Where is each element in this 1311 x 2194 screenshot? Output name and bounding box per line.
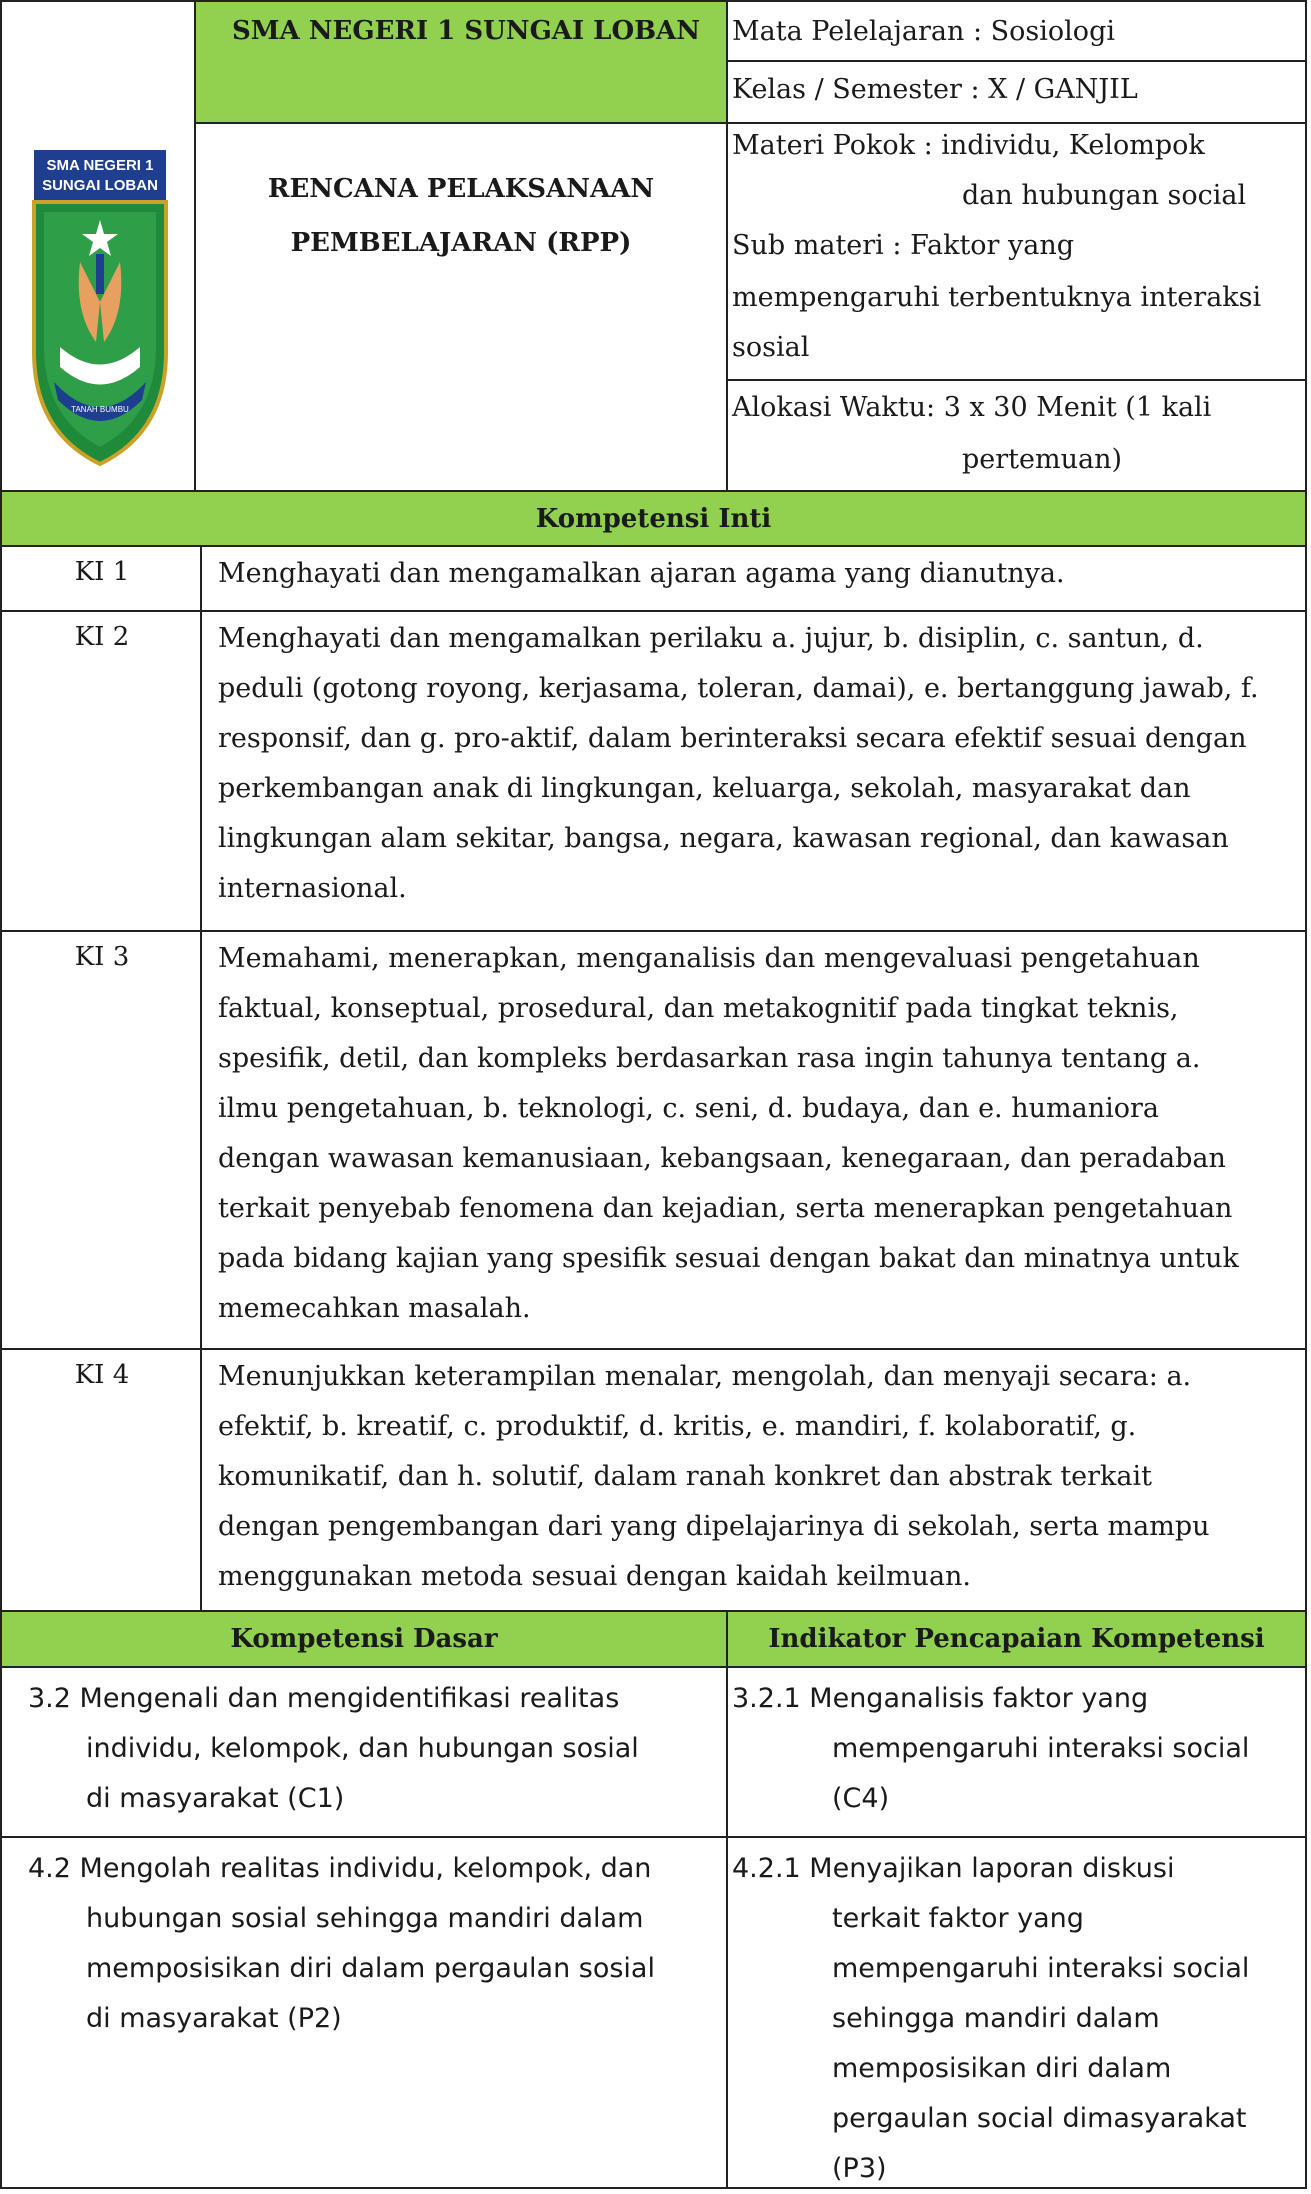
ki-row [0, 547, 1307, 612]
school-name-cell [196, 2, 726, 122]
ipk-line: sehingga mandiri dalam [832, 2003, 1160, 2034]
logo-motto: TANAH BUMBU [71, 405, 129, 414]
kd-line: individu, kelompok, dan hubungan sosial [86, 1733, 639, 1764]
ki-line: dengan wawasan kemanusiaan, kebangsaan, kenegaraan, dan peradaban [218, 1143, 1226, 1174]
ki-line: faktual, konseptual, prosedural, dan metakognitif pada tingkat teknis, [218, 993, 1179, 1024]
ki-line: Menghayati dan mengamalkan perilaku a. jujur, b. disiplin, c. santun, d. [218, 623, 1204, 654]
divider [728, 60, 1305, 62]
ipk-line: mempengaruhi interaksi social [832, 1953, 1250, 1984]
ki-row [0, 612, 1307, 932]
ki-line: spesifik, detil, dan kompleks berdasarkan rasa ingin tahunya tentang a. [218, 1043, 1201, 1074]
ki-line: internasional. [218, 873, 407, 904]
header-table [0, 0, 1307, 492]
ipk-line: terkait faktor yang [832, 1903, 1084, 1934]
ki-line: pada bidang kajian yang spesifik sesuai dengan bakat dan minatnya untuk [218, 1243, 1239, 1274]
ipk-text [732, 1674, 1302, 1824]
ki-label: KI 1 [74, 557, 130, 587]
ki-line: efektif, b. kreatif, c. produktif, d. kritis, e. mandiri, f. kolaboratif, g. [218, 1411, 1137, 1442]
kd-ipk-header [0, 1612, 1307, 1668]
kd-line: 3.2 Mengenali dan mengidentifikasi realitas [28, 1683, 620, 1714]
ki-label: KI 3 [74, 942, 130, 972]
ki-line: lingkungan alam sekitar, bangsa, negara, kawasan regional, dan kawasan [218, 823, 1229, 854]
ipk-line: 3.2.1 Menganalisis faktor yang [732, 1683, 1149, 1714]
class-semester-label: Kelas / Semester : X / GANJIL [732, 74, 1138, 105]
kd-line: memposisikan diri dalam pergaulan sosial [86, 1953, 655, 1984]
alokasi-line-1: Alokasi Waktu: 3 x 30 Menit (1 kali [732, 392, 1212, 423]
ki-line: Memahami, menerapkan, menganalisis dan mengevaluasi pengetahuan [218, 943, 1200, 974]
ki-line: terkait penyebab fenomena dan kejadian, serta menerapkan pengetahuan [218, 1193, 1233, 1224]
ki-line: dengan pengembangan dari yang dipelajarinya di sekolah, serta mampu [218, 1511, 1210, 1542]
sub-materi-line-3: sosial [732, 332, 810, 363]
ki-line: menggunakan metoda sesuai dengan kaidah keilmuan. [218, 1561, 972, 1592]
ipk-header: Indikator Pencapaian Kompetensi [768, 1624, 1265, 1654]
kd-header: Kompetensi Dasar [230, 1624, 498, 1654]
school-name: SMA NEGERI 1 SUNGAI LOBAN [232, 16, 700, 46]
kompetensi-inti-header [0, 490, 1307, 547]
kd-row [0, 1668, 1307, 1838]
sub-materi-line-1: Sub materi : Faktor yang [732, 230, 1075, 261]
subject-label: Mata Pelelajaran : Sosiologi [732, 16, 1115, 47]
logo-text-top: SMA NEGERI 1 [46, 157, 154, 174]
ki-line: memecahkan masalah. [218, 1293, 531, 1324]
kd-text [28, 1674, 708, 1824]
ki-row [0, 1350, 1307, 1612]
materi-pokok-line-2: dan hubungan social [962, 180, 1247, 211]
ki-label: KI 4 [74, 1360, 130, 1390]
logo-text-bottom: SUNGAI LOBAN [42, 177, 158, 194]
ipk-line: (C4) [832, 1783, 890, 1814]
ki-line: Menghayati dan mengamalkan ajaran agama yang dianutnya. [218, 558, 1065, 589]
kd-text [28, 1844, 708, 2044]
ki-line: ilmu pengetahuan, b. teknologi, c. seni, d. budaya, dan e. humaniora [218, 1093, 1159, 1124]
divider [200, 612, 202, 930]
ki-text [218, 934, 1291, 1334]
ki-line: perkembangan anak di lingkungan, keluarga, sekolah, masyarakat dan [218, 773, 1191, 804]
divider [200, 932, 202, 1348]
ki-text [218, 549, 1291, 599]
divider [728, 379, 1305, 381]
document-title-line-2: PEMBELAJARAN (RPP) [290, 228, 632, 258]
ki-line: Menunjukkan keterampilan menalar, mengolah, dan menyaji secara: a. [218, 1361, 1192, 1392]
document-title [196, 162, 726, 270]
ki-line: komunikatif, dan h. solutif, dalam ranah konkret dan abstrak terkait [218, 1461, 1153, 1492]
kd-line: hubungan sosial sehingga mandiri dalam [86, 1903, 644, 1934]
divider [726, 2, 728, 490]
divider [726, 1838, 728, 2187]
ki-line: responsif, dan g. pro-aktif, dalam berinteraksi secara efektif sesuai dengan [218, 723, 1247, 754]
sub-materi-line-2: mempengaruhi terbentuknya interaksi [732, 282, 1262, 313]
ipk-line: memposisikan diri dalam [832, 2053, 1172, 2084]
divider [200, 1350, 202, 1610]
ipk-line: (P3) [832, 2153, 887, 2184]
ipk-line: pergaulan social dimasyarakat [832, 2103, 1247, 2134]
ipk-text [732, 1844, 1302, 2194]
document-title-line-1: RENCANA PELAKSANAAN [267, 174, 655, 204]
school-logo-icon [30, 142, 170, 472]
ki-line: peduli (gotong royong, kerjasama, toleran, damai), e. bertanggung jawab, f. [218, 673, 1259, 704]
ipk-line: 4.2.1 Menyajikan laporan diskusi [732, 1853, 1175, 1884]
ki-text [218, 1352, 1291, 1602]
kd-line: 4.2 Mengolah realitas individu, kelompok, dan [28, 1853, 652, 1884]
ki-label: KI 2 [74, 622, 130, 652]
kd-row [0, 1838, 1307, 2189]
divider [196, 122, 726, 124]
alokasi-line-2: pertemuan) [962, 444, 1123, 475]
ki-text [218, 614, 1291, 914]
ipk-line: mempengaruhi interaksi social [832, 1733, 1250, 1764]
divider [726, 1668, 728, 1836]
ki-row [0, 932, 1307, 1350]
divider [200, 547, 202, 610]
kd-line: di masyarakat (P2) [86, 2003, 342, 2034]
kompetensi-inti-title: Kompetensi Inti [535, 503, 772, 534]
materi-pokok-line-1: Materi Pokok : individu, Kelompok [732, 130, 1205, 161]
kd-line: di masyarakat (C1) [86, 1783, 345, 1814]
